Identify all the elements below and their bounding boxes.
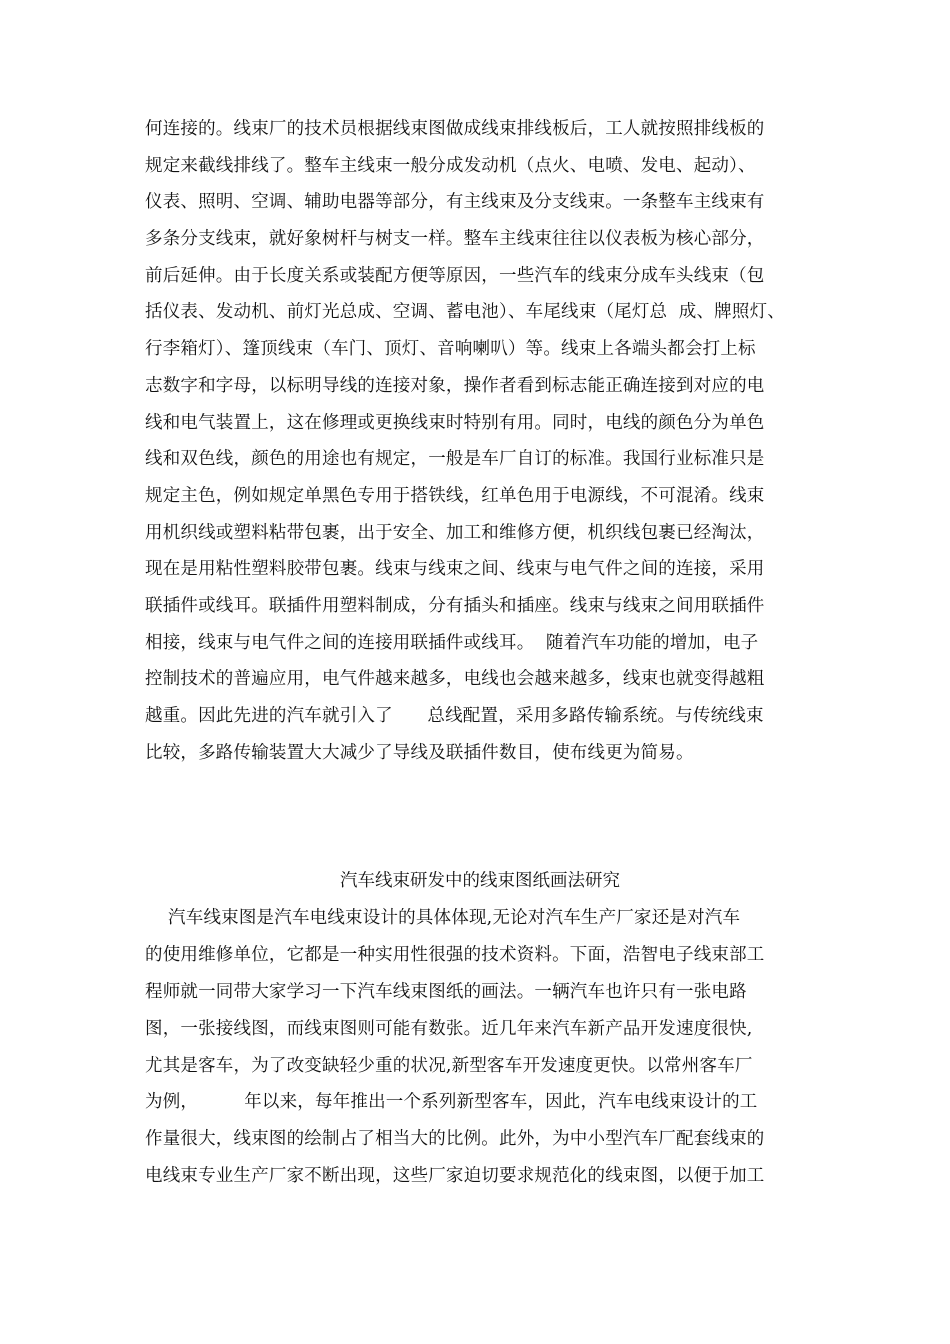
text-line: 的使用维修单位，它都是一种实用性很强的技术资料。下面，浩智电子线束部工 [145, 944, 765, 965]
text-line: 汽车线束图是汽车电线束设计的具体体现,无论对汽车生产厂家还是对汽车 [145, 908, 741, 928]
paragraph-harness-drawing-method [145, 900, 815, 1195]
text-line: 程师就一同带大家学习一下汽车线束图纸的画法。一辆汽车也许只有一张电路 [145, 981, 747, 1002]
text-line: 联插件或线耳。联插件用塑料制成，分有插头和插座。线束与线束之间用联插件 [145, 595, 765, 616]
text-line: 括仪表、发动机、前灯光总成、空调、蓄电池）、车尾线束（尾灯总 成、牌照灯、 [145, 302, 785, 323]
text-line: 志数字和字母，以标明导线的连接对象，操作者看到标志能正确连接到对应的电 [145, 375, 765, 396]
text-line: 控制技术的普遍应用，电气件越来越多，电线也会越来越多，线束也就变得越粗 [145, 669, 765, 690]
text-line: 何连接的。线束厂的技术员根据线束图做成线束排线板后，工人就按照排线板的 [145, 119, 765, 139]
text-line: 规定来截线排线了。整车主线束一般分成发动机（点火、电喷、发电、起动）、 [145, 155, 756, 176]
text-line: 前后延伸。由于长度关系或装配方便等原因，一些汽车的线束分成车头线束（包 [145, 265, 765, 286]
text-line: 为例， 年以来，每年推出一个系列新型客车，因此，汽车电线束设计的工 [145, 1092, 758, 1113]
text-line: 越重。因此先进的汽车就引入了 总线配置，采用多路传输系统。与传统线束 [145, 706, 764, 726]
text-line: 线和双色线，颜色的用途也有规定，一般是车厂自订的标准。我国行业标准只是 [145, 449, 765, 470]
text-line: 作量很大，线束图的绘制占了相当大的比例。此外，为中小型汽车厂配套线束的 [145, 1129, 765, 1150]
text-line: 比较，多路传输装置大大减少了导线及联插件数目，使布线更为简易。 [145, 742, 694, 763]
text-line: 图，一张接线图，而线束图则可能有数张。近几年来汽车新产品开发速度很快, [145, 1018, 753, 1039]
text-line: 电线束专业生产厂家不断出现，这些厂家迫切要求规范化的线束图，以便于加工 [145, 1166, 765, 1187]
text-line: 仪表、照明、空调、辅助电器等部分，有主线束及分支线束。一条整车主线束有 [145, 192, 765, 213]
text-line: 规定主色，例如规定单黑色专用于搭铁线，红单色用于电源线，不可混淆。线束 [145, 485, 765, 506]
text-line: 线和电气装置上，这在修理或更换线束时特别有用。同时，电线的颜色分为单色 [145, 412, 765, 433]
text-line: 行李箱灯）、篷顶线束（车门、顶灯、音响喇叭）等。线束上各端头都会打上标 [145, 339, 756, 360]
text-line: 用机织线或塑料粘带包裹，出于安全、加工和维修方便，机织线包裹已经淘汰， [145, 522, 765, 543]
section-heading: 汽车线束研发中的线束图纸画法研究 [340, 871, 620, 891]
text-line: 多条分支线束，就好象树杆与树支一样。整车主线束往往以仪表板为核心部分， [145, 229, 765, 250]
text-line: 现在是用粘性塑料胶带包裹。线束与线束之间、线束与电气件之间的连接，采用 [145, 559, 765, 580]
text-line: 相接，线束与电气件之间的连接用联插件或线耳。 随着汽车功能的增加，电子 [145, 632, 759, 653]
paragraph-wiring-harness-intro [145, 111, 815, 771]
text-line: 尤其是客车，为了改变缺轻少重的状况,新型客车开发速度更快。以常州客车厂 [145, 1055, 753, 1076]
